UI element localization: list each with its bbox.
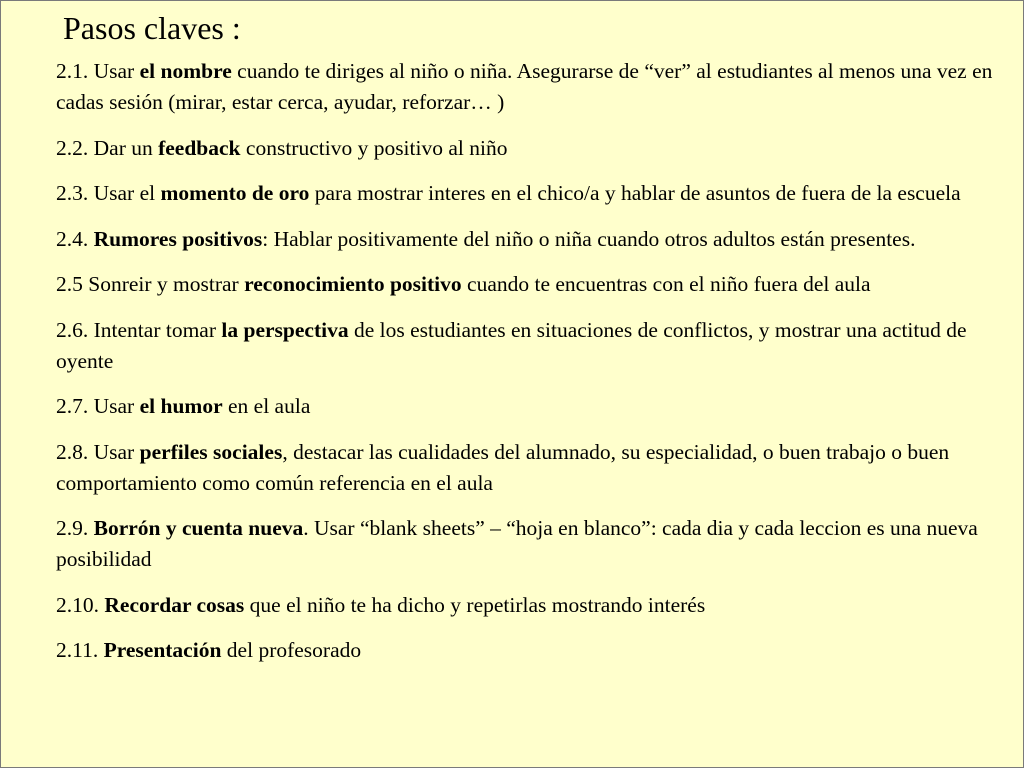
item-text: 2.7. Usar	[56, 394, 140, 418]
list-item	[56, 391, 996, 422]
key-term: Borrón y cuenta nueva	[93, 516, 304, 540]
key-term: momento de oro	[160, 181, 310, 205]
list-item	[56, 315, 996, 377]
item-text: 2.4.	[56, 226, 94, 251]
key-term: Rumores positivos	[93, 226, 263, 251]
item-text: , destacar las cualidades del alumnado, su especialidad, o buen trabajo o buen comportamiento como común referencia en el aula	[56, 439, 950, 495]
key-term: perfiles sociales	[139, 439, 283, 464]
item-text: 2.11.	[56, 638, 104, 662]
item-text: que el niño te ha dicho y repetirlas mostrando interés	[244, 592, 706, 617]
item-text: constructivo y positivo al niño	[240, 135, 508, 160]
item-text: 2.10.	[56, 592, 105, 617]
item-text: 2.2. Dar un	[56, 135, 159, 160]
item-text: 2.9.	[56, 516, 94, 540]
key-term: el nombre	[139, 59, 232, 83]
key-steps-list	[56, 56, 996, 666]
item-text: 2.1. Usar	[56, 59, 140, 83]
list-item	[56, 56, 996, 118]
key-term: feedback	[158, 135, 241, 160]
list-item	[56, 635, 996, 666]
list-item	[56, 133, 996, 164]
slide-title: Pasos claves :	[63, 10, 241, 46]
item-text: del profesorado	[221, 638, 362, 662]
list-item	[56, 178, 996, 209]
item-text: 2.3. Usar el	[56, 181, 161, 205]
key-term: reconocimiento positivo	[244, 272, 462, 296]
item-text: en el aula	[222, 394, 311, 418]
list-item	[56, 590, 996, 621]
item-text: . Usar “blank sheets” – “hoja en blanco”: cada dia y cada leccion es una nueva posibilidad	[56, 516, 978, 571]
list-item	[56, 224, 996, 255]
item-text: cuando te diriges al niño o niña. Asegurarse de “ver” al estudiantes al menos una vez en cadas sesión (mirar, estar cerca, ayudar, reforzar… )	[56, 59, 993, 114]
key-term: la perspectiva	[221, 317, 349, 342]
list-item	[56, 269, 996, 300]
list-item	[56, 437, 996, 499]
item-text: cuando te encuentras con el niño fuera del aula	[461, 272, 871, 296]
item-text: 2.8. Usar	[56, 439, 140, 464]
list-item	[56, 513, 996, 575]
item-text: : Hablar positivamente del niño o niña cuando otros adultos están presentes.	[262, 226, 916, 251]
item-text: 2.6. Intentar tomar	[56, 317, 222, 342]
key-term: Presentación	[103, 638, 222, 662]
key-term: el humor	[139, 394, 223, 418]
item-text: para mostrar interes en el chico/a y hablar de asuntos de fuera de la escuela	[309, 181, 961, 205]
item-text: de los estudiantes en situaciones de conflictos, y mostrar una actitud de oyente	[56, 317, 967, 373]
key-term: Recordar cosas	[104, 592, 245, 617]
item-text: 2.5 Sonreir y mostrar	[56, 272, 245, 296]
